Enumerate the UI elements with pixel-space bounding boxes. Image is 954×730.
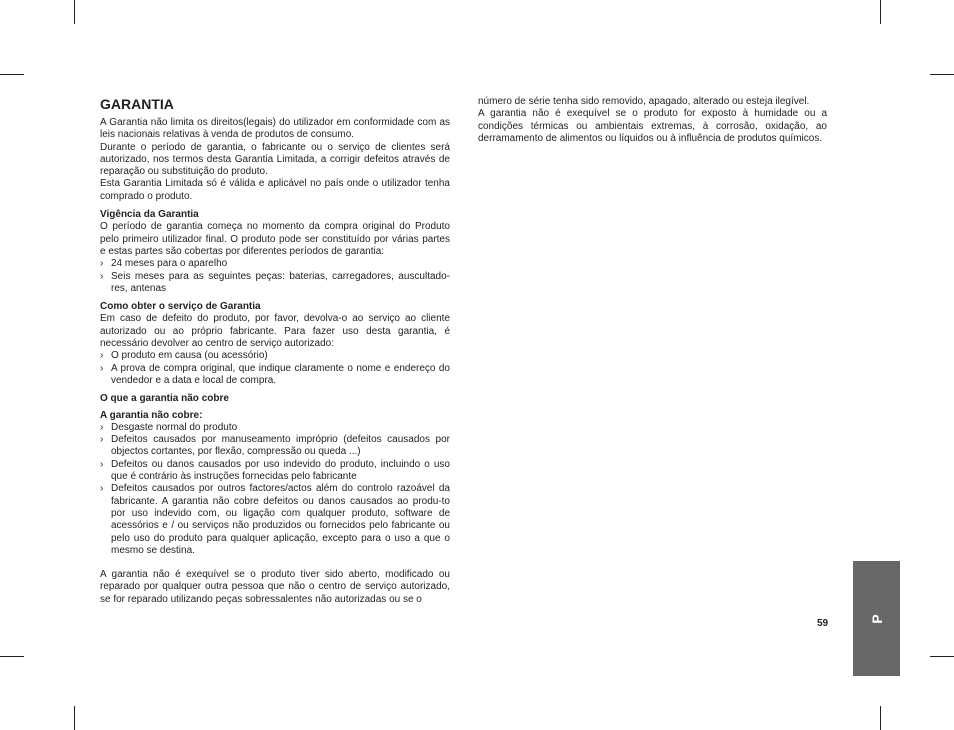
crop-mark-bottom-right [930, 656, 954, 657]
bullet-list [100, 422, 450, 557]
language-tab [853, 561, 900, 676]
crop-mark-top-left [74, 0, 75, 24]
crop-mark-bottom-left [74, 706, 75, 730]
list-item: › O produto em causa (ou acessório) [100, 350, 450, 362]
section-heading-obter: Como obter o serviço de Garantia [100, 301, 261, 313]
section-heading-vigencia: Vigência da Garantia [100, 209, 199, 221]
intro-paragraph: Esta Garantia Limitada só é válida e aplicável no país onde o utilizador tenha comprado o produto. [100, 178, 450, 202]
list-item: › Seis meses para as seguintes peças: baterias, carregadores, auscultado-res, antenas [100, 271, 450, 296]
list-item: › Defeitos ou danos causados por uso indevido do produto, incluindo o uso que é contrário às instruções fornecidas pelo fabricante [100, 459, 450, 484]
crop-mark-bottom-left [0, 656, 24, 657]
list-item: › A prova de compra original, que indique claramente o nome e endereço do vendedor e a data e local de compra. [100, 363, 450, 388]
list-item: › 24 meses para o aparelho [100, 258, 450, 270]
intro-paragraph: A Garantia não limita os direitos(legais) do utilizador em conformidade com as leis nacionais relativas à venda de produtos de consumo. [100, 117, 450, 141]
paragraph: A garantia não é exequível se o produto for exposto à humidade ou a condições térmicas ou ambientais extremas, à corrosão, oxidação, ao derramamento de alimentos ou líquidos ou à influência de produtos químicos. [478, 108, 827, 144]
section-heading-nao-cobre: O que a garantia não cobre [100, 393, 229, 405]
spacer [100, 557, 450, 569]
list-item: › Desgaste normal do produto [100, 422, 450, 434]
crop-mark-top-right [930, 74, 954, 75]
language-tab-label: P [868, 613, 885, 624]
page-title: GARANTIA [100, 96, 174, 112]
section-text: O período de garantia começa no momento da compra original do Produto pelo primeiro utilizador final. O produto pode ser constituído por várias partes e estas partes são cobertas por diferentes períodos de garantia: [100, 221, 450, 257]
intro-paragraph: Durante o período de garantia, o fabricante ou o serviço de clientes será autorizado, nos termos desta Garantia Limitada, a corrigir defeitos através de reparação ou substituição do produto. [100, 141, 450, 178]
left-column [100, 96, 450, 606]
crop-mark-top-left [0, 74, 24, 75]
page-number: 59 [817, 618, 829, 629]
bullet-list [100, 350, 450, 387]
continued-paragraph: número de série tenha sido removido, apagado, alterado ou esteja ilegível. [478, 96, 810, 107]
closing-paragraph: A garantia não é exequível se o produto tiver sido aberto, modificado ou reparado por qualquer outra pessoa que não o centro de serviço autorizado, se for reparado utilizando peças sobressalentes não autorizadas ou se o [100, 569, 450, 605]
list-item: › Defeitos causados por manuseamento impróprio (defeitos causados por objectos cortantes, por flexão, compressão ou queda ...) [100, 434, 450, 459]
right-column [478, 96, 827, 145]
crop-mark-top-right [880, 0, 881, 24]
bullet-list [100, 258, 450, 295]
crop-mark-bottom-right [880, 706, 881, 730]
section-subheading: A garantia não cobre: [100, 409, 203, 421]
list-item: › Defeitos causados por outros factores/actos além do controlo razoável da fabricante. A garantia não cobre defeitos ou danos causados ao produ-to por uso indevido com, ou ligação com qualquer produto, software de acessórios e / ou serviços não produzidos ou fornecidos pelo fabricante ou pelo uso do produto para qualquer aplicação, excepto para o uso a que o mesmo se destina. [100, 483, 450, 557]
section-text: Em caso de defeito do produto, por favor, devolva-o ao serviço ao cliente autorizado ou ao próprio fabricante. Para fazer uso desta garantia, é necessário devolver ao centro de serviço autorizado: [100, 313, 450, 350]
